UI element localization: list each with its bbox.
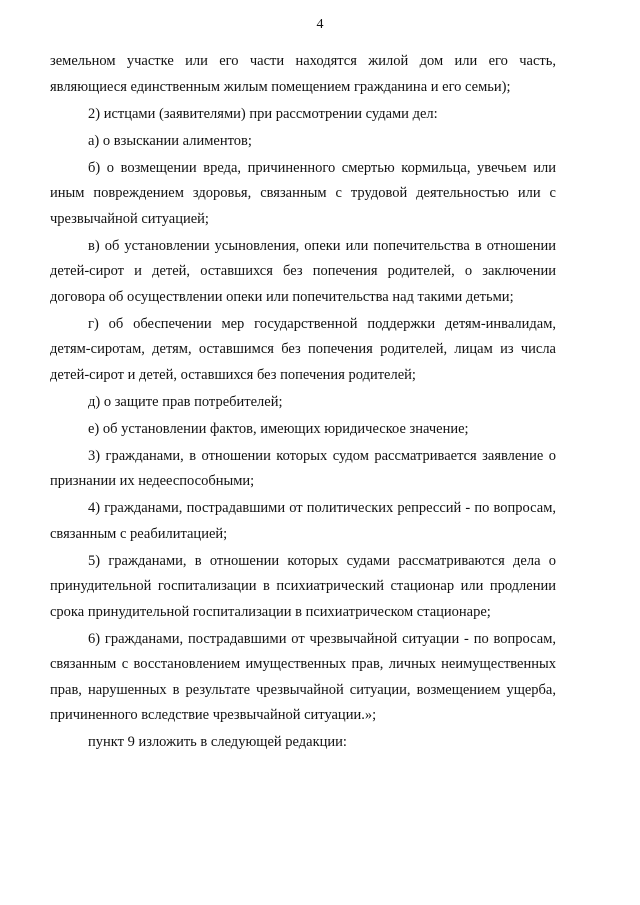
paragraph-7: е) об установлении фактов, имеющих юридическое значение;	[88, 420, 469, 437]
paragraph-0: земельном участке или его части находятся жилой дом или его часть, являющиеся единственным жилым помещением гражданина и его семьи);	[50, 53, 556, 95]
paragraph-6: д) о защите прав потребителей;	[88, 393, 283, 410]
paragraph-2: а) о взыскании алиментов;	[88, 132, 252, 149]
paragraph-9: 4) гражданами, пострадавшими от политических репрессий - по вопросам, связанным с реабилитацией;	[50, 500, 556, 542]
paragraph-10: 5) гражданами, в отношении которых судами рассматриваются дела о принудительной госпитализации в психиатрический стационар или продлении срока принудительной госпитализации в психиатрическом стационаре;	[50, 552, 556, 620]
paragraph-1: 2) истцами (заявителями) при рассмотрении судами дел:	[88, 105, 438, 122]
page-number: 4	[316, 17, 324, 32]
document-body	[50, 49, 556, 756]
paragraph-11: 6) гражданами, пострадавшими от чрезвычайной ситуации - по вопросам, связанным с восстановлением имущественных прав, личных неимущественных прав, нарушенных в результате чрезвычайной ситуации, возмещением ущерба, причиненного вследствие чрезвычайной ситуации.»;	[50, 630, 556, 723]
paragraph-12: пункт 9 изложить в следующей редакции:	[88, 734, 347, 750]
paragraph-3: б) о возмещении вреда, причиненного смертью кормильца, увечьем или иным повреждением здоровья, связанным с трудовой деятельностью или с чрезвычайной ситуацией;	[50, 159, 556, 227]
paragraph-5: г) об обеспечении мер государственной поддержки детям-инвалидам, детям-сиротам, детям, оставшимся без попечения родителей, лицам из числа детей-сирот и детей, оставшихся без попечения родителей;	[50, 315, 556, 383]
paragraph-4: в) об установлении усыновления, опеки или попечительства в отношении детей-сирот и детей, оставшихся без попечения родителей, о заключении договора об осуществлении опеки или попечительства над такими детьми;	[50, 237, 556, 305]
paragraph-8: 3) гражданами, в отношении которых судом рассматривается заявление о признании их недееспособными;	[50, 447, 556, 489]
